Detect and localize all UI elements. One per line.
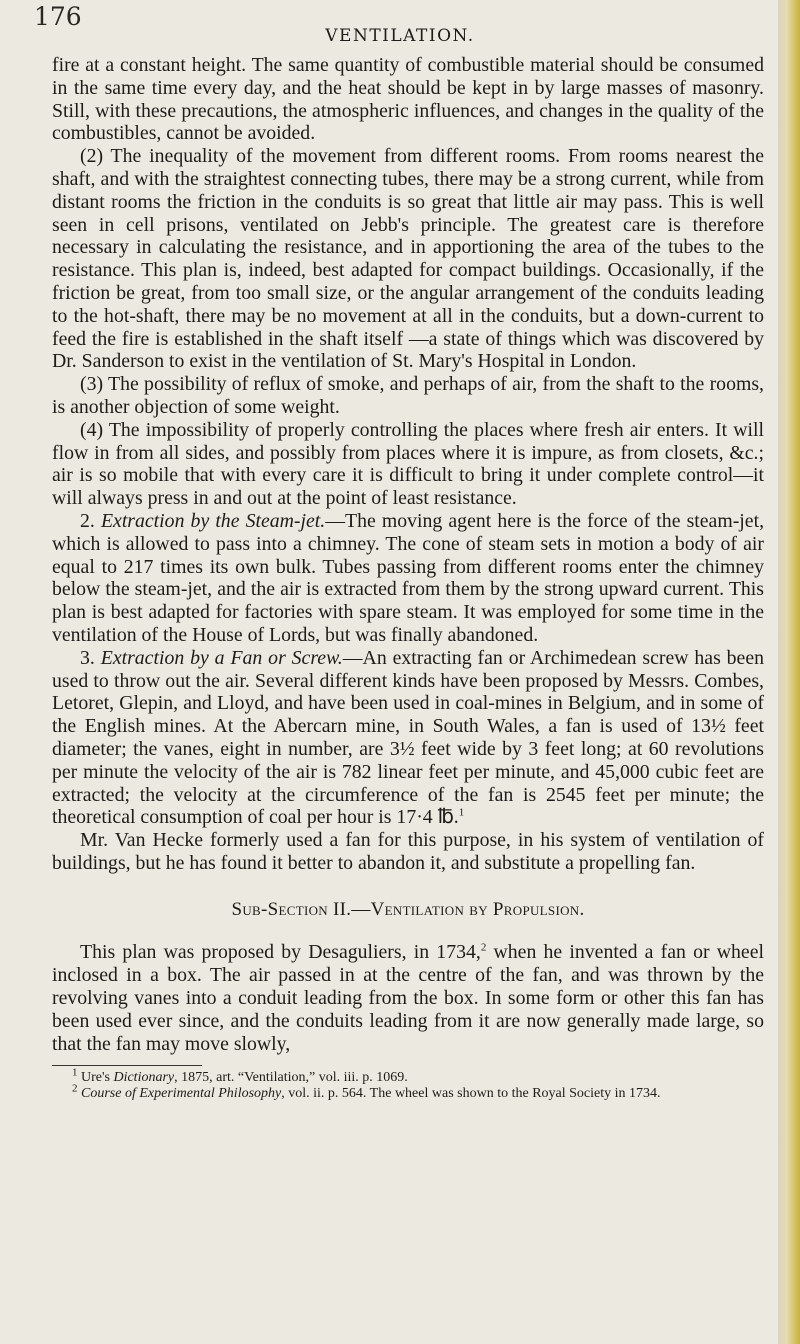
footnote-number: 1 [72,1066,78,1079]
paragraph-2: (2) The inequality of the movement from different rooms. From rooms nearest the shaft, and with the straightest connecting tubes, there may be a strong current, while from distant rooms the friction in the conduits is so great that little air may pass. This is well seen in cell prisons, ventilated on Jebb's principle. The greatest care is therefore necessary in calculating the resistance, and in apportioning the area of the tubes to the resistance. This plan is, indeed, best adapted for compact buildings. Occasionally, if the friction be great, from too small size, or the angular arrangement of the conduits leading to the hot-shaft, there may be no movement at all in the conduits, but a down-current to feed the fire is established in the shaft itself —a state of things which was discovered by Dr. Sanderson to exist in the ventilation of St. Mary's Hospital in London. [52,145,764,373]
paragraph-text: This plan was proposed by Desaguliers, in 1734, [80,941,481,964]
footnote-number: 2 [72,1082,78,1095]
paragraph-1: fire at a constant height. The same quantity of combustible material should be consumed in the same time every day, and the heat should be kept in by large masses of masonry. Still, with these precautions, the atmospheric influences, and changes in the quality of the combustibles, cannot be avoided. [52,54,764,145]
footnote-text: Ure's [81,1070,114,1086]
page-body [52,54,764,1102]
section-text: —The moving agent here is the force of the steam-jet, which is allowed to pass into a chimney. The cone of steam sets in motion a body of air equal to 217 times its own bulk. Tubes passing from different rooms enter the chimney below the steam-jet, and the air is extracted from them by the strong upward current. This plan is best adapted for factories with spare steam. It was employed for some time in the ventilation of the House of Lords, but was finally abandoned. [52,509,765,646]
page-number: 176 [34,2,82,31]
subsection-heading: Sub-Section II.—Ventilation by Propulsion. [231,898,585,920]
paragraph-fan [52,647,764,829]
paragraph-text: when he invented a fan or wheel inclosed in a box. The air passed in at the centre of the fan, and was thrown by the revolving vanes into a conduit leading from the box. In some form or other this fan has been used ever since, and the conduits leading from it are now generally made large, so that the fan may move slowly, [52,941,764,1055]
section-title: Extraction by the Steam-jet. [100,509,326,532]
section-number: 2. [80,509,95,532]
footnote-ref-2: 2 [480,941,487,954]
paragraph-4: (4) The impossibility of properly controlling the places where fresh air enters. It will flow in from all sides, and possibly from places where it is impure, as from closets, &c.; air is so mobile that with every care it is difficult to bring it under complete control—it will always press in and out at the point of least resistance. [52,418,764,510]
footnote-text: , vol. ii. p. 564. The wheel was shown to the Royal Society in 1734. [281,1086,661,1102]
paragraph-steam-jet [52,510,764,647]
footnote-ref-1: 1 [458,806,465,819]
paragraph-propulsion [52,941,764,1055]
paragraph-van-hecke: Mr. Van Hecke formerly used a fan for this purpose, in his system of ventilation of buildings, but he has found it better to abandon it, and substitute a propelling fan. [52,829,764,874]
footnote-title: Course of Experimental Philosophy [81,1086,282,1102]
paragraph-3: (3) The possibility of reflux of smoke, and perhaps of air, from the shaft to the rooms, is another objection of some weight. [52,373,764,418]
section-title: Extraction by a Fan or Screw. [100,646,343,669]
section-number: 3. [80,646,95,669]
footnote-text: , 1875, art. “Ventilation,” vol. iii. p. 1069. [174,1070,408,1086]
footnote-1 [52,1066,764,1086]
footnote-2 [52,1082,764,1102]
footnote-title: Dictionary [113,1070,175,1086]
running-head: VENTILATION. [325,26,475,46]
section-text: —An extracting fan or Archimedean screw has been used to throw out the air. Several different kinds have been proposed by Messrs. Combes, Letoret, Glepin, and Lloyd, and have been used in coal-mines in Belgium, and in some of the English mines. At the Abercarn mine, in South Wales, a fan is used of 13½ feet diameter; the vanes, eight in number, are 3½ feet wide by 3 feet long; at 60 revolutions per minute the velocity of the air is 782 linear feet per minute, and 45,000 cubic feet are extracted; the velocity at the circumference of the fan is 2545 feet per minute; the theoretical consumption of coal per hour is 17·4 ℔. [52,646,764,829]
page-edge [778,0,800,1344]
